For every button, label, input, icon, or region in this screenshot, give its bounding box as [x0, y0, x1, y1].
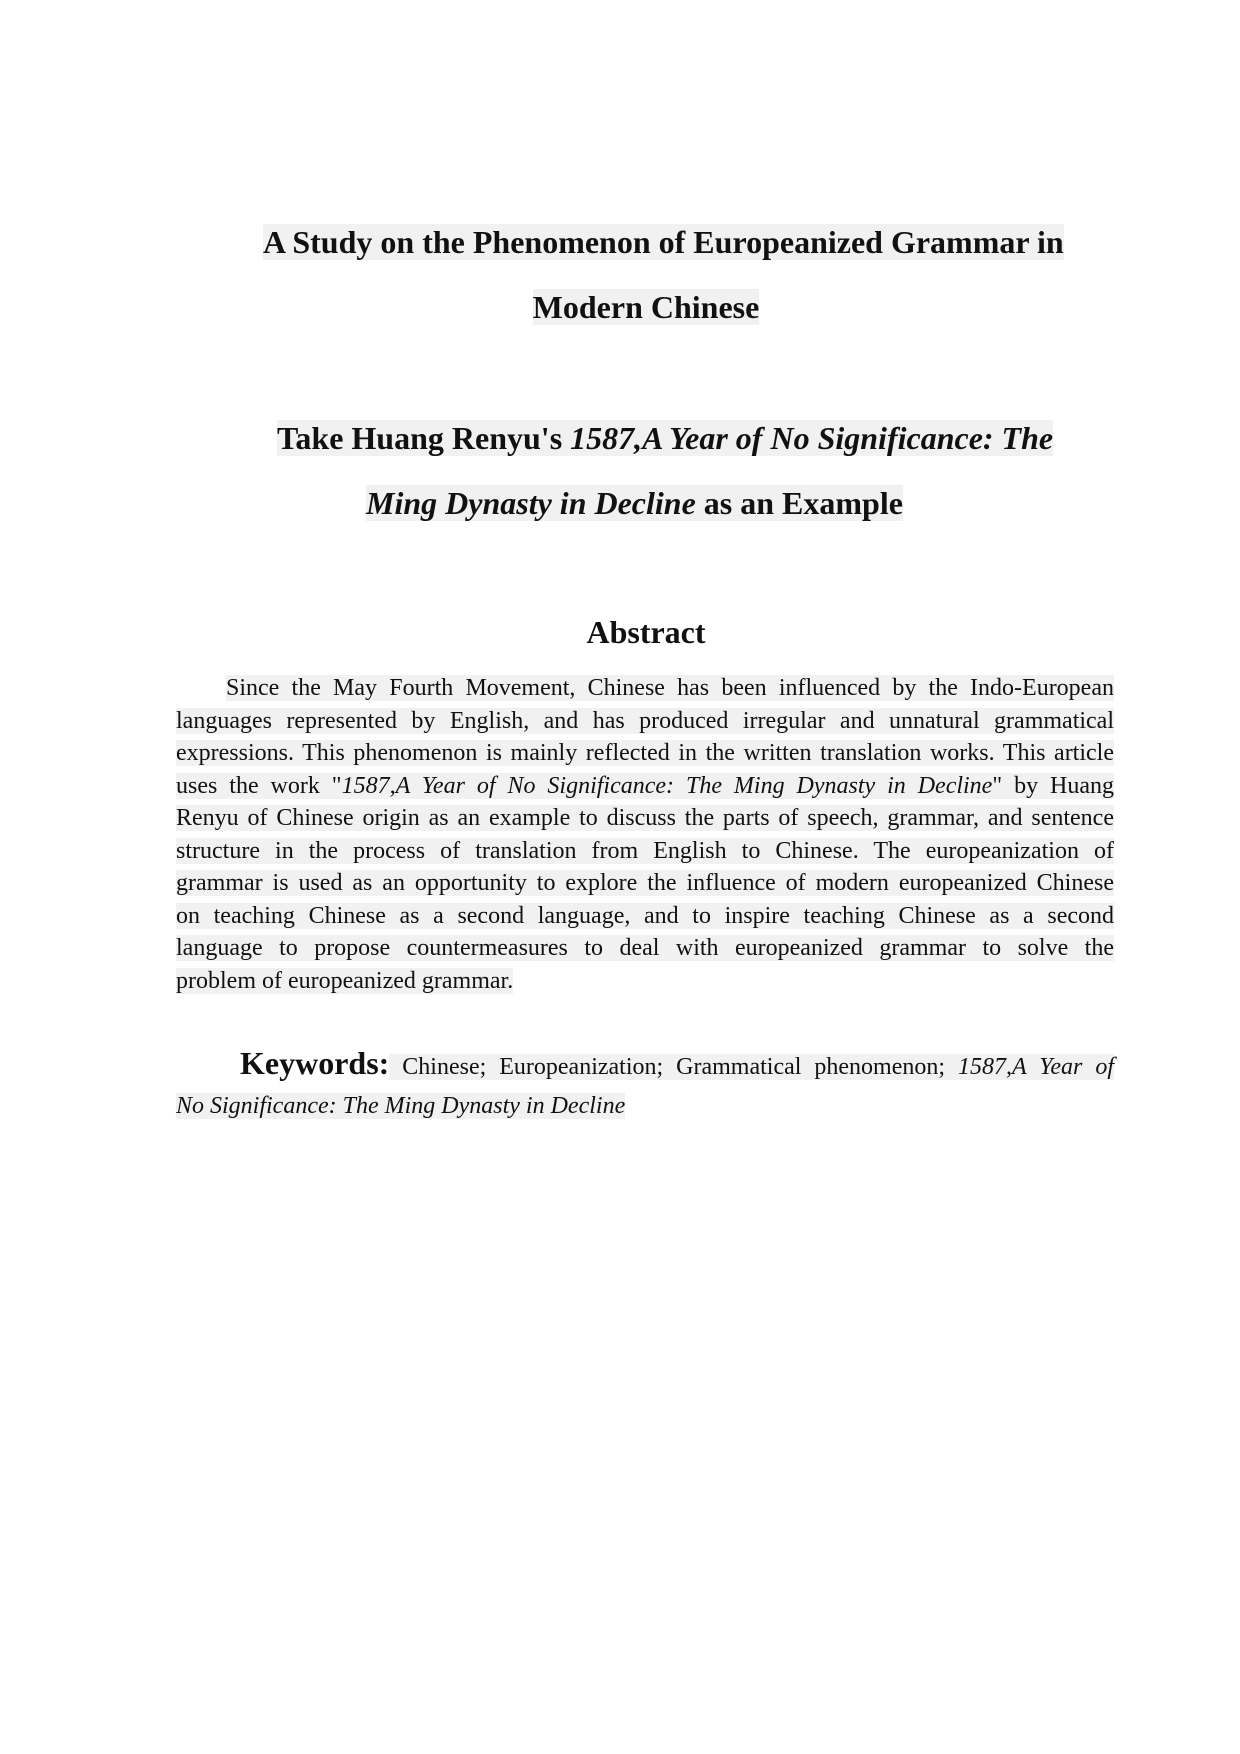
book-title-italic: 1587,A Year of No Significance: The Ming Dynasty in Decline — [341, 772, 993, 799]
abstract-line: grammar is used as an opportunity to explore the influence of modern europeanized Chinese — [176, 870, 1114, 896]
book-title-italic: 1587,A Year of — [958, 1054, 1114, 1080]
abstract-line: uses the work "1587,A Year of No Significance: The Ming Dynasty in Decline" by Huang — [176, 772, 1115, 799]
book-title-italic: 1587,A Year of No Significance: The — [570, 420, 1054, 456]
keywords-label: Keywords: — [240, 1045, 390, 1081]
abstract-line: language to propose countermeasures to deal with europeanized grammar to solve the — [176, 935, 1114, 961]
book-title-italic: Ming Dynasty in Decline — [366, 485, 696, 521]
abstract-line: expressions. This phenomenon is mainly reflected in the written translation works. This article — [176, 740, 1114, 766]
abstract-line: on teaching Chinese as a second language, and to inspire teaching Chinese as a second — [176, 902, 1114, 929]
keywords-terms: Chinese; Europeanization; Grammatical phenomenon; 1587,A Year of — [389, 1054, 1114, 1080]
book-title-italic: No Significance: The Ming Dynasty in Decline — [176, 1093, 626, 1119]
keywords-section — [176, 1040, 1114, 1126]
abstract-line: Renyu of Chinese origin as an example to discuss the parts of speech, grammar, and sentence — [176, 805, 1114, 831]
abstract-paragraph — [176, 672, 1114, 997]
paper-title-line-2: Modern Chinese — [532, 289, 760, 325]
keywords-line-1 — [176, 1040, 1114, 1086]
paper-title-line-1: A Study on the Phenomenon of Europeanized Grammar in — [263, 224, 1064, 260]
abstract-line: structure in the process of translation from English to Chinese. The europeanization of — [176, 837, 1114, 864]
subtitle-line-2: Ming Dynasty in Decline as an Example — [366, 485, 903, 521]
keywords-line-2 — [176, 1086, 1114, 1126]
subtitle-line-1: Take Huang Renyu's 1587,A Year of No Significance: The — [277, 420, 1054, 456]
abstract-heading: Abstract — [586, 614, 706, 650]
abstract-line: Since the May Fourth Movement, Chinese has been influenced by the Indo-European — [226, 675, 1114, 701]
abstract-line: problem of europeanized grammar. — [176, 967, 514, 994]
abstract-line: languages represented by English, and has produced irregular and unnatural grammatical — [176, 707, 1114, 734]
